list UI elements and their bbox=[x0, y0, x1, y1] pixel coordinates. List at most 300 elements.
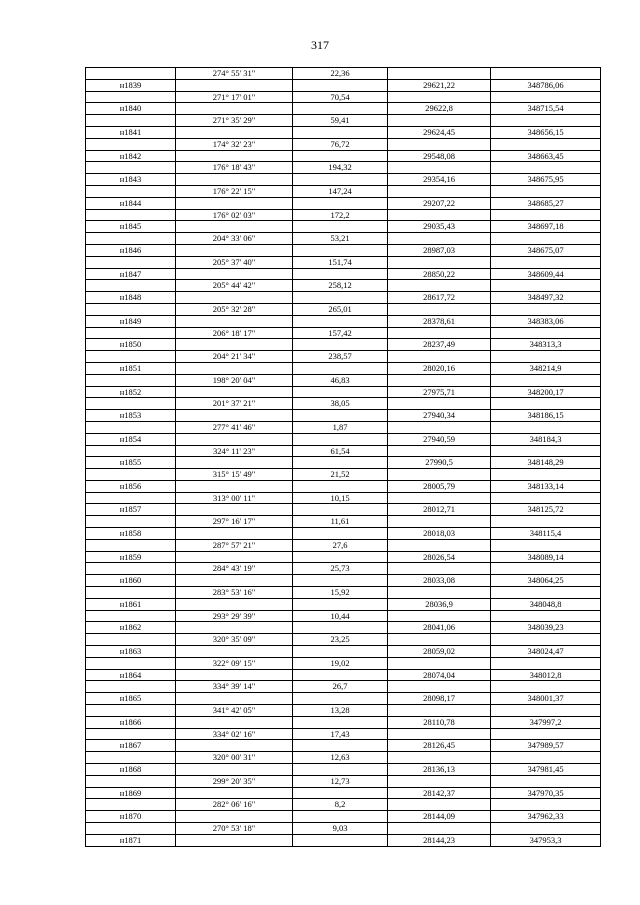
point-name-cell bbox=[86, 398, 176, 410]
y-coordinate-cell bbox=[491, 115, 601, 127]
x-coordinate-cell bbox=[388, 138, 491, 150]
point-row bbox=[86, 79, 601, 91]
point-row bbox=[86, 221, 601, 233]
segment-length-cell bbox=[293, 787, 388, 799]
direction-angle-cell: 341° 42' 05" bbox=[176, 705, 293, 717]
segment-length-cell: 19,02 bbox=[293, 657, 388, 669]
x-coordinate-cell bbox=[388, 374, 491, 386]
point-name-cell bbox=[86, 681, 176, 693]
point-row bbox=[86, 598, 601, 610]
x-coordinate-cell bbox=[388, 775, 491, 787]
direction-angle-cell bbox=[176, 646, 293, 658]
direction-angle-cell: 322° 09' 15" bbox=[176, 657, 293, 669]
segment-length-cell: 13,28 bbox=[293, 705, 388, 717]
y-coordinate-cell bbox=[491, 138, 601, 150]
x-coordinate-cell: 28005,79 bbox=[388, 480, 491, 492]
x-coordinate-cell: 28059,02 bbox=[388, 646, 491, 658]
direction-angle-cell: 293° 29' 39" bbox=[176, 610, 293, 622]
direction-angle-cell bbox=[176, 103, 293, 115]
point-name-cell bbox=[86, 775, 176, 787]
y-coordinate-cell: 348115,4 bbox=[491, 528, 601, 540]
segment-row bbox=[86, 162, 601, 174]
direction-angle-cell bbox=[176, 834, 293, 846]
direction-angle-cell: 297° 16' 17" bbox=[176, 516, 293, 528]
segment-length-cell: 76,72 bbox=[293, 138, 388, 150]
segment-row bbox=[86, 728, 601, 740]
x-coordinate-cell: 28036,9 bbox=[388, 598, 491, 610]
y-coordinate-cell: 347997,2 bbox=[491, 716, 601, 728]
x-coordinate-cell bbox=[388, 68, 491, 80]
direction-angle-cell: 283° 53' 16" bbox=[176, 587, 293, 599]
direction-angle-cell bbox=[176, 79, 293, 91]
y-coordinate-cell bbox=[491, 421, 601, 433]
direction-angle-cell: 271° 17' 01" bbox=[176, 91, 293, 103]
point-name-cell bbox=[86, 657, 176, 669]
x-coordinate-cell: 29621,22 bbox=[388, 79, 491, 91]
x-coordinate-cell bbox=[388, 351, 491, 363]
point-name-cell bbox=[86, 445, 176, 457]
y-coordinate-cell: 348685,27 bbox=[491, 197, 601, 209]
segment-length-cell bbox=[293, 197, 388, 209]
direction-angle-cell: 205° 32' 28" bbox=[176, 303, 293, 315]
point-row bbox=[86, 362, 601, 374]
direction-angle-cell: 320° 00' 31" bbox=[176, 752, 293, 764]
y-coordinate-cell bbox=[491, 539, 601, 551]
direction-angle-cell: 271° 35' 29" bbox=[176, 115, 293, 127]
point-row bbox=[86, 693, 601, 705]
segment-length-cell: 53,21 bbox=[293, 233, 388, 245]
direction-angle-cell: 277° 41' 46" bbox=[176, 421, 293, 433]
point-name-cell bbox=[86, 303, 176, 315]
y-coordinate-cell: 348039,23 bbox=[491, 622, 601, 634]
point-name-cell: н1866 bbox=[86, 716, 176, 728]
y-coordinate-cell: 348383,06 bbox=[491, 315, 601, 327]
segment-row bbox=[86, 303, 601, 315]
y-coordinate-cell: 348200,17 bbox=[491, 386, 601, 398]
segment-row bbox=[86, 752, 601, 764]
segment-row bbox=[86, 492, 601, 504]
segment-length-cell bbox=[293, 292, 388, 304]
point-name-cell bbox=[86, 91, 176, 103]
segment-length-cell: 15,92 bbox=[293, 587, 388, 599]
y-coordinate-cell bbox=[491, 610, 601, 622]
point-row bbox=[86, 174, 601, 186]
y-coordinate-cell: 347962,33 bbox=[491, 811, 601, 823]
direction-angle-cell bbox=[176, 575, 293, 587]
segment-length-cell: 22,36 bbox=[293, 68, 388, 80]
point-row bbox=[86, 457, 601, 469]
y-coordinate-cell bbox=[491, 351, 601, 363]
y-coordinate-cell bbox=[491, 634, 601, 646]
direction-angle-cell: 270° 53' 18" bbox=[176, 823, 293, 835]
point-name-cell bbox=[86, 516, 176, 528]
point-name-cell bbox=[86, 587, 176, 599]
direction-angle-cell: 205° 44' 42" bbox=[176, 280, 293, 292]
y-coordinate-cell bbox=[491, 68, 601, 80]
y-coordinate-cell bbox=[491, 492, 601, 504]
y-coordinate-cell bbox=[491, 398, 601, 410]
point-name-cell: н1861 bbox=[86, 598, 176, 610]
y-coordinate-cell: 348148,29 bbox=[491, 457, 601, 469]
segment-length-cell: 59,41 bbox=[293, 115, 388, 127]
point-name-cell bbox=[86, 256, 176, 268]
segment-length-cell: 46,83 bbox=[293, 374, 388, 386]
x-coordinate-cell: 28126,45 bbox=[388, 740, 491, 752]
segment-length-cell bbox=[293, 598, 388, 610]
point-row bbox=[86, 787, 601, 799]
y-coordinate-cell bbox=[491, 233, 601, 245]
segment-length-cell: 23,25 bbox=[293, 634, 388, 646]
segment-row bbox=[86, 634, 601, 646]
direction-angle-cell: 176° 22' 15" bbox=[176, 185, 293, 197]
direction-angle-cell bbox=[176, 339, 293, 351]
direction-angle-cell bbox=[176, 622, 293, 634]
point-name-cell: н1846 bbox=[86, 244, 176, 256]
direction-angle-cell: 282° 06' 16" bbox=[176, 799, 293, 811]
y-coordinate-cell: 348313,3 bbox=[491, 339, 601, 351]
direction-angle-cell: 174° 32' 23" bbox=[176, 138, 293, 150]
point-name-cell: н1865 bbox=[86, 693, 176, 705]
segment-length-cell bbox=[293, 551, 388, 563]
direction-angle-cell bbox=[176, 244, 293, 256]
point-name-cell: н1847 bbox=[86, 268, 176, 280]
y-coordinate-cell: 348675,95 bbox=[491, 174, 601, 186]
point-row bbox=[86, 575, 601, 587]
point-row bbox=[86, 716, 601, 728]
segment-length-cell bbox=[293, 339, 388, 351]
direction-angle-cell bbox=[176, 811, 293, 823]
y-coordinate-cell bbox=[491, 681, 601, 693]
point-name-cell bbox=[86, 162, 176, 174]
point-row bbox=[86, 150, 601, 162]
segment-row bbox=[86, 256, 601, 268]
y-coordinate-cell: 348012,8 bbox=[491, 669, 601, 681]
direction-angle-cell: 287° 57' 21" bbox=[176, 539, 293, 551]
coordinates-table bbox=[85, 67, 601, 847]
y-coordinate-cell: 348184,3 bbox=[491, 433, 601, 445]
point-name-cell: н1853 bbox=[86, 410, 176, 422]
point-name-cell: н1844 bbox=[86, 197, 176, 209]
segment-length-cell bbox=[293, 268, 388, 280]
x-coordinate-cell bbox=[388, 799, 491, 811]
y-coordinate-cell bbox=[491, 256, 601, 268]
point-name-cell: н1854 bbox=[86, 433, 176, 445]
point-name-cell: н1856 bbox=[86, 480, 176, 492]
point-row bbox=[86, 244, 601, 256]
segment-length-cell: 8,2 bbox=[293, 799, 388, 811]
point-row bbox=[86, 433, 601, 445]
direction-angle-cell bbox=[176, 174, 293, 186]
segment-length-cell bbox=[293, 834, 388, 846]
point-name-cell bbox=[86, 492, 176, 504]
y-coordinate-cell bbox=[491, 587, 601, 599]
x-coordinate-cell: 28098,17 bbox=[388, 693, 491, 705]
point-name-cell: н1871 bbox=[86, 834, 176, 846]
y-coordinate-cell: 348497,32 bbox=[491, 292, 601, 304]
x-coordinate-cell: 28041,06 bbox=[388, 622, 491, 634]
y-coordinate-cell: 348125,72 bbox=[491, 504, 601, 516]
segment-length-cell: 10,15 bbox=[293, 492, 388, 504]
direction-angle-cell: 324° 11' 23" bbox=[176, 445, 293, 457]
y-coordinate-cell: 348048,8 bbox=[491, 598, 601, 610]
segment-row bbox=[86, 68, 601, 80]
segment-length-cell bbox=[293, 150, 388, 162]
direction-angle-cell bbox=[176, 480, 293, 492]
segment-length-cell bbox=[293, 79, 388, 91]
point-name-cell bbox=[86, 327, 176, 339]
direction-angle-cell bbox=[176, 268, 293, 280]
segment-row bbox=[86, 115, 601, 127]
segment-length-cell: 147,24 bbox=[293, 185, 388, 197]
x-coordinate-cell bbox=[388, 280, 491, 292]
point-row bbox=[86, 315, 601, 327]
segment-row bbox=[86, 799, 601, 811]
y-coordinate-cell bbox=[491, 327, 601, 339]
point-name-cell: н1841 bbox=[86, 126, 176, 138]
point-name-cell: н1870 bbox=[86, 811, 176, 823]
x-coordinate-cell bbox=[388, 492, 491, 504]
point-row bbox=[86, 834, 601, 846]
x-coordinate-cell bbox=[388, 516, 491, 528]
segment-length-cell: 27,6 bbox=[293, 539, 388, 551]
point-name-cell bbox=[86, 280, 176, 292]
segment-row bbox=[86, 445, 601, 457]
point-name-cell bbox=[86, 185, 176, 197]
point-name-cell bbox=[86, 752, 176, 764]
x-coordinate-cell bbox=[388, 91, 491, 103]
segment-length-cell bbox=[293, 504, 388, 516]
direction-angle-cell bbox=[176, 457, 293, 469]
segment-length-cell bbox=[293, 669, 388, 681]
point-row bbox=[86, 504, 601, 516]
y-coordinate-cell bbox=[491, 563, 601, 575]
point-name-cell bbox=[86, 823, 176, 835]
segment-length-cell: 238,57 bbox=[293, 351, 388, 363]
direction-angle-cell bbox=[176, 669, 293, 681]
point-name-cell: н1860 bbox=[86, 575, 176, 587]
segment-row bbox=[86, 469, 601, 481]
x-coordinate-cell: 28142,37 bbox=[388, 787, 491, 799]
segment-length-cell bbox=[293, 433, 388, 445]
point-row bbox=[86, 480, 601, 492]
direction-angle-cell bbox=[176, 126, 293, 138]
direction-angle-cell bbox=[176, 528, 293, 540]
point-name-cell: н1839 bbox=[86, 79, 176, 91]
direction-angle-cell: 201° 37' 21" bbox=[176, 398, 293, 410]
direction-angle-cell: 320° 35' 09" bbox=[176, 634, 293, 646]
y-coordinate-cell bbox=[491, 705, 601, 717]
y-coordinate-cell bbox=[491, 657, 601, 669]
y-coordinate-cell bbox=[491, 823, 601, 835]
segment-length-cell bbox=[293, 126, 388, 138]
x-coordinate-cell bbox=[388, 823, 491, 835]
segment-length-cell: 12,63 bbox=[293, 752, 388, 764]
point-row bbox=[86, 764, 601, 776]
direction-angle-cell: 313° 00' 11" bbox=[176, 492, 293, 504]
segment-row bbox=[86, 185, 601, 197]
direction-angle-cell: 334° 02' 16" bbox=[176, 728, 293, 740]
point-row bbox=[86, 126, 601, 138]
segment-length-cell: 151,74 bbox=[293, 256, 388, 268]
x-coordinate-cell bbox=[388, 752, 491, 764]
point-row bbox=[86, 268, 601, 280]
point-name-cell bbox=[86, 539, 176, 551]
x-coordinate-cell: 28237,49 bbox=[388, 339, 491, 351]
point-name-cell bbox=[86, 115, 176, 127]
point-name-cell bbox=[86, 374, 176, 386]
point-row bbox=[86, 528, 601, 540]
direction-angle-cell: 176° 02' 03" bbox=[176, 209, 293, 221]
x-coordinate-cell: 29354,16 bbox=[388, 174, 491, 186]
segment-length-cell: 172,2 bbox=[293, 209, 388, 221]
x-coordinate-cell: 28850,22 bbox=[388, 268, 491, 280]
segment-length-cell bbox=[293, 764, 388, 776]
point-row bbox=[86, 551, 601, 563]
point-name-cell bbox=[86, 469, 176, 481]
point-name-cell: н1840 bbox=[86, 103, 176, 115]
y-coordinate-cell bbox=[491, 752, 601, 764]
x-coordinate-cell: 28144,09 bbox=[388, 811, 491, 823]
x-coordinate-cell bbox=[388, 256, 491, 268]
segment-row bbox=[86, 233, 601, 245]
point-name-cell bbox=[86, 728, 176, 740]
x-coordinate-cell: 28378,61 bbox=[388, 315, 491, 327]
point-row bbox=[86, 292, 601, 304]
point-name-cell: н1848 bbox=[86, 292, 176, 304]
direction-angle-cell: 274° 55' 31" bbox=[176, 68, 293, 80]
x-coordinate-cell: 27940,34 bbox=[388, 410, 491, 422]
x-coordinate-cell bbox=[388, 610, 491, 622]
x-coordinate-cell bbox=[388, 681, 491, 693]
point-row bbox=[86, 386, 601, 398]
point-name-cell: н1842 bbox=[86, 150, 176, 162]
y-coordinate-cell: 347953,3 bbox=[491, 834, 601, 846]
direction-angle-cell bbox=[176, 551, 293, 563]
y-coordinate-cell bbox=[491, 516, 601, 528]
point-row bbox=[86, 669, 601, 681]
segment-length-cell: 194,32 bbox=[293, 162, 388, 174]
x-coordinate-cell bbox=[388, 634, 491, 646]
point-name-cell: н1862 bbox=[86, 622, 176, 634]
y-coordinate-cell: 348089,14 bbox=[491, 551, 601, 563]
y-coordinate-cell: 348786,06 bbox=[491, 79, 601, 91]
point-name-cell: н1849 bbox=[86, 315, 176, 327]
segment-row bbox=[86, 421, 601, 433]
x-coordinate-cell bbox=[388, 162, 491, 174]
x-coordinate-cell: 28018,03 bbox=[388, 528, 491, 540]
segment-length-cell: 157,42 bbox=[293, 327, 388, 339]
direction-angle-cell: 204° 21' 34" bbox=[176, 351, 293, 363]
x-coordinate-cell: 29548,08 bbox=[388, 150, 491, 162]
point-name-cell bbox=[86, 68, 176, 80]
direction-angle-cell bbox=[176, 386, 293, 398]
segment-length-cell bbox=[293, 410, 388, 422]
segment-row bbox=[86, 563, 601, 575]
point-row bbox=[86, 339, 601, 351]
direction-angle-cell bbox=[176, 716, 293, 728]
point-name-cell: н1858 bbox=[86, 528, 176, 540]
segment-length-cell bbox=[293, 103, 388, 115]
segment-row bbox=[86, 823, 601, 835]
direction-angle-cell: 198° 20' 04" bbox=[176, 374, 293, 386]
y-coordinate-cell: 348675,07 bbox=[491, 244, 601, 256]
point-row bbox=[86, 740, 601, 752]
segment-row bbox=[86, 398, 601, 410]
y-coordinate-cell bbox=[491, 728, 601, 740]
point-name-cell bbox=[86, 799, 176, 811]
point-row bbox=[86, 197, 601, 209]
page-number: 317 bbox=[311, 38, 329, 52]
segment-row bbox=[86, 280, 601, 292]
y-coordinate-cell: 348024,47 bbox=[491, 646, 601, 658]
segment-length-cell bbox=[293, 646, 388, 658]
segment-length-cell: 38,05 bbox=[293, 398, 388, 410]
y-coordinate-cell: 348609,44 bbox=[491, 268, 601, 280]
y-coordinate-cell bbox=[491, 445, 601, 457]
point-name-cell: н1845 bbox=[86, 221, 176, 233]
point-name-cell bbox=[86, 351, 176, 363]
x-coordinate-cell bbox=[388, 303, 491, 315]
segment-row bbox=[86, 209, 601, 221]
x-coordinate-cell: 28020,16 bbox=[388, 362, 491, 374]
segment-length-cell: 258,12 bbox=[293, 280, 388, 292]
y-coordinate-cell bbox=[491, 469, 601, 481]
segment-length-cell bbox=[293, 244, 388, 256]
point-name-cell bbox=[86, 209, 176, 221]
x-coordinate-cell: 29035,43 bbox=[388, 221, 491, 233]
point-name-cell bbox=[86, 563, 176, 575]
segment-length-cell bbox=[293, 221, 388, 233]
y-coordinate-cell bbox=[491, 185, 601, 197]
segment-row bbox=[86, 327, 601, 339]
segment-length-cell bbox=[293, 528, 388, 540]
direction-angle-cell bbox=[176, 598, 293, 610]
direction-angle-cell bbox=[176, 693, 293, 705]
point-name-cell bbox=[86, 634, 176, 646]
y-coordinate-cell bbox=[491, 280, 601, 292]
point-name-cell bbox=[86, 705, 176, 717]
point-name-cell: н1843 bbox=[86, 174, 176, 186]
x-coordinate-cell bbox=[388, 469, 491, 481]
x-coordinate-cell: 29207,22 bbox=[388, 197, 491, 209]
segment-row bbox=[86, 705, 601, 717]
point-name-cell bbox=[86, 421, 176, 433]
segment-row bbox=[86, 351, 601, 363]
direction-angle-cell bbox=[176, 292, 293, 304]
x-coordinate-cell bbox=[388, 728, 491, 740]
x-coordinate-cell bbox=[388, 657, 491, 669]
segment-length-cell bbox=[293, 457, 388, 469]
y-coordinate-cell: 348697,18 bbox=[491, 221, 601, 233]
direction-angle-cell: 204° 33' 06" bbox=[176, 233, 293, 245]
segment-length-cell: 25,73 bbox=[293, 563, 388, 575]
x-coordinate-cell bbox=[388, 209, 491, 221]
segment-length-cell: 61,54 bbox=[293, 445, 388, 457]
point-name-cell bbox=[86, 610, 176, 622]
segment-row bbox=[86, 539, 601, 551]
point-name-cell: н1855 bbox=[86, 457, 176, 469]
segment-row bbox=[86, 91, 601, 103]
direction-angle-cell: 284° 43' 19" bbox=[176, 563, 293, 575]
x-coordinate-cell: 28987,03 bbox=[388, 244, 491, 256]
x-coordinate-cell bbox=[388, 587, 491, 599]
y-coordinate-cell bbox=[491, 91, 601, 103]
point-row bbox=[86, 811, 601, 823]
y-coordinate-cell: 347989,57 bbox=[491, 740, 601, 752]
segment-row bbox=[86, 657, 601, 669]
segment-length-cell: 17,43 bbox=[293, 728, 388, 740]
y-coordinate-cell: 348001,37 bbox=[491, 693, 601, 705]
